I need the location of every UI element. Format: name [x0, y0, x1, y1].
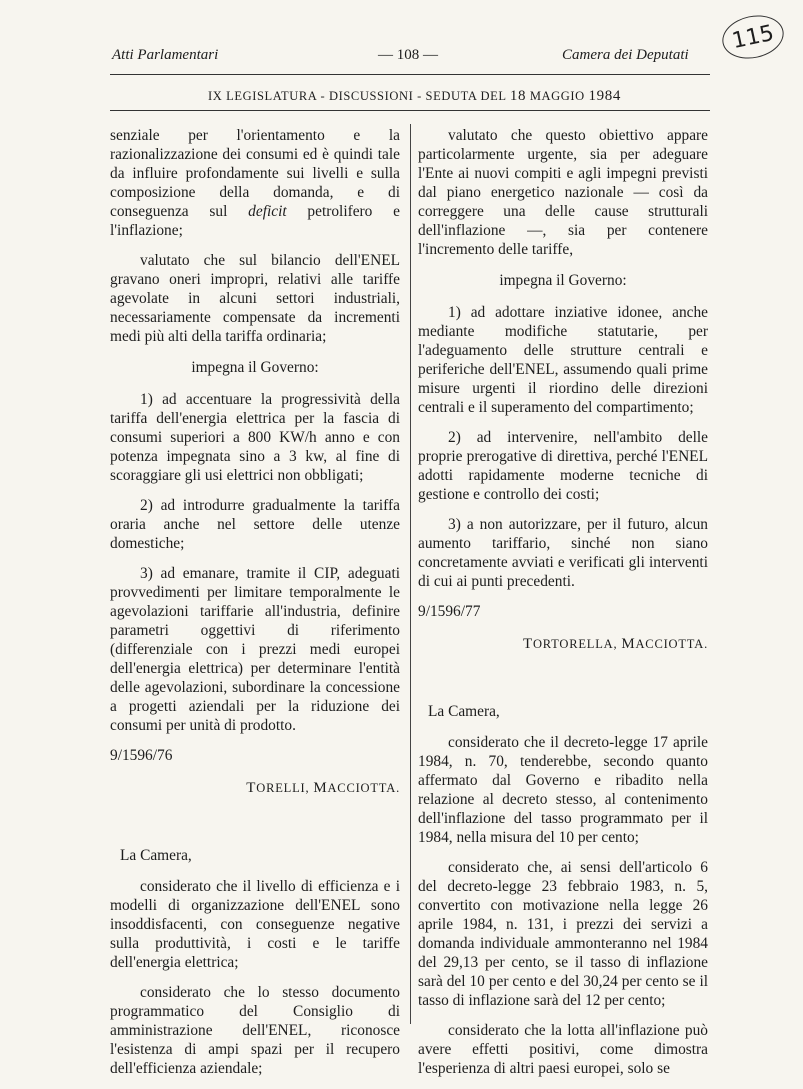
commitment-item-2: 2) ad introdurre gradualmente la tariffa oraria anche nel settore delle utenze domestiche;: [110, 497, 400, 552]
handwritten-page-stamp: 115: [718, 10, 787, 64]
page-number: — 108 —: [378, 47, 438, 63]
paragraph-valutato: valutato che sul bilancio dell'ENEL gravano oneri impropri, relativi alle tariffe agevolate in alcuni settori industriali, necessariamente compensate da incrementi medi più alti della tariffa ordinaria;: [110, 252, 400, 345]
left-column: [110, 126, 400, 1089]
column-divider: [410, 124, 411, 1024]
header-publication: Atti Parlamentari: [112, 47, 219, 63]
motion-code: 9/1596/77: [418, 603, 481, 620]
heading-impegna: impegna il Governo:: [191, 359, 319, 376]
heading-impegna: impegna il Governo:: [499, 272, 627, 289]
signatories: TORTORELLA, MACCIOTTA.: [523, 636, 708, 652]
session-text: IX LEGISLATURA - DISCUSSIONI - SEDUTA DEL: [208, 89, 507, 103]
session-day: 18: [509, 88, 527, 104]
italic-deficit: deficit: [248, 203, 287, 220]
signatories: TORELLI, MACCIOTTA.: [246, 780, 400, 796]
paragraph-considerato-2: considerato che lo stesso documento programmatico del Consiglio di amministrazione dell'ENEL, riconosce l'esistenza di ampi spazi per il recupero dell'efficienza aziendale;: [110, 984, 400, 1077]
commitment-item-3: 3) ad emanare, tramite il CIP, adeguati provvedimenti per limitare temporalmente le agevolazioni tariffarie all'industria, definire parametri oggettivi di riferimento (differenziale con i prezzi medi europei dell'energia elettrica) per determinare l'entità delle agevolazioni, subordinare la concessione a progetti aziendali per la riduzione dei consumi per unità di prodotto.: [110, 565, 400, 734]
session-year: 1984: [588, 88, 621, 104]
header-chamber: Camera dei Deputati: [562, 47, 689, 63]
commitment-item-1: 1) ad adottare inziative idonee, anche mediante modifiche statutarie, per l'adeguamento delle strutture centrali e periferiche dell'ENEL, assumendo quali prime misure urgenti il riordino delle direzioni centrali e il superamento del compartimento;: [418, 304, 708, 416]
commitment-item-3: 3) a non autorizzare, per il futuro, alcun aumento tariffario, sinché non siano concretamente avviati e verificati gli interventi di cui ai punti precedenti.: [418, 516, 708, 590]
motion-opening: La Camera,: [428, 703, 500, 720]
paragraph-considerato-2: considerato che, ai sensi dell'articolo 6 del decreto-legge 23 febbraio 1983, n. 5, convertito con motivazione nella legge 26 aprile 1984, n. 131, i prezzi dei servizi a domanda individuale ammonteranno nel 1984 del 29,13 per cento, se il tasso di inflazione sarà del 10 per cento e del 30,24 per cento se il tasso di inflazione sarà del 12 per cento;: [418, 859, 708, 1009]
header-rule-bottom: [110, 110, 710, 111]
header-rule-top: [110, 74, 710, 75]
paragraph-valutato: valutato che questo obiettivo appare particolarmente urgente, sia per adeguare l'Ente ai nuovi compiti e agli impegni previsti dal piano energetico nazionale — così da correggere una delle cause strutturali dell'inflazione —, sia per contenere l'incremento delle tariffe,: [418, 127, 708, 258]
paragraph-considerato-3: considerato che la lotta all'inflazione può avere effetti positivi, come dimostra l'esperienza di altri paesi europei, solo se: [418, 1022, 708, 1077]
right-column: [418, 126, 708, 1089]
paragraph-continuation: senziale per l'orientamento e la razionalizzazione dei consumi ed è quindi tale da influire profondamente sui livelli e sulla composizione della domanda, e di conseguenza sul deficit petrolifero e l'inflazione;: [110, 127, 401, 239]
commitment-item-1: 1) ad accentuare la progressività della tariffa dell'energia elettrica per la fascia di consumi superiori a 800 KW/h anno e con potenza impegnata sino a 3 kw, al fine di scoraggiare gli usi elettrici non obbligati;: [110, 391, 400, 484]
paragraph-considerato-1: considerato che il decreto-legge 17 aprile 1984, n. 70, tenderebbe, secondo quanto affermato dal Governo e ribadito nella relazione al decreto stesso, al contenimento dell'inflazione del tasso programmato per il 1984, nella misura del 10 per cento;: [418, 734, 708, 846]
commitment-item-2: 2) ad intervenire, nell'ambito delle proprie prerogative di direttiva, perché l'ENEL adotti rapidamente moderne tecniche di gestione e controllo dei costi;: [418, 429, 708, 503]
session-line: [208, 88, 621, 105]
motion-opening: La Camera,: [120, 847, 192, 864]
session-month: MAGGIO: [529, 89, 585, 103]
paragraph-considerato-1: considerato che il livello di efficienza e i modelli di organizzazione dell'ENEL sono insoddisfacenti, con conseguenze negative sulla produttività, i costi e le tariffe dell'energia elettrica;: [110, 878, 400, 971]
motion-code: 9/1596/76: [110, 747, 173, 764]
